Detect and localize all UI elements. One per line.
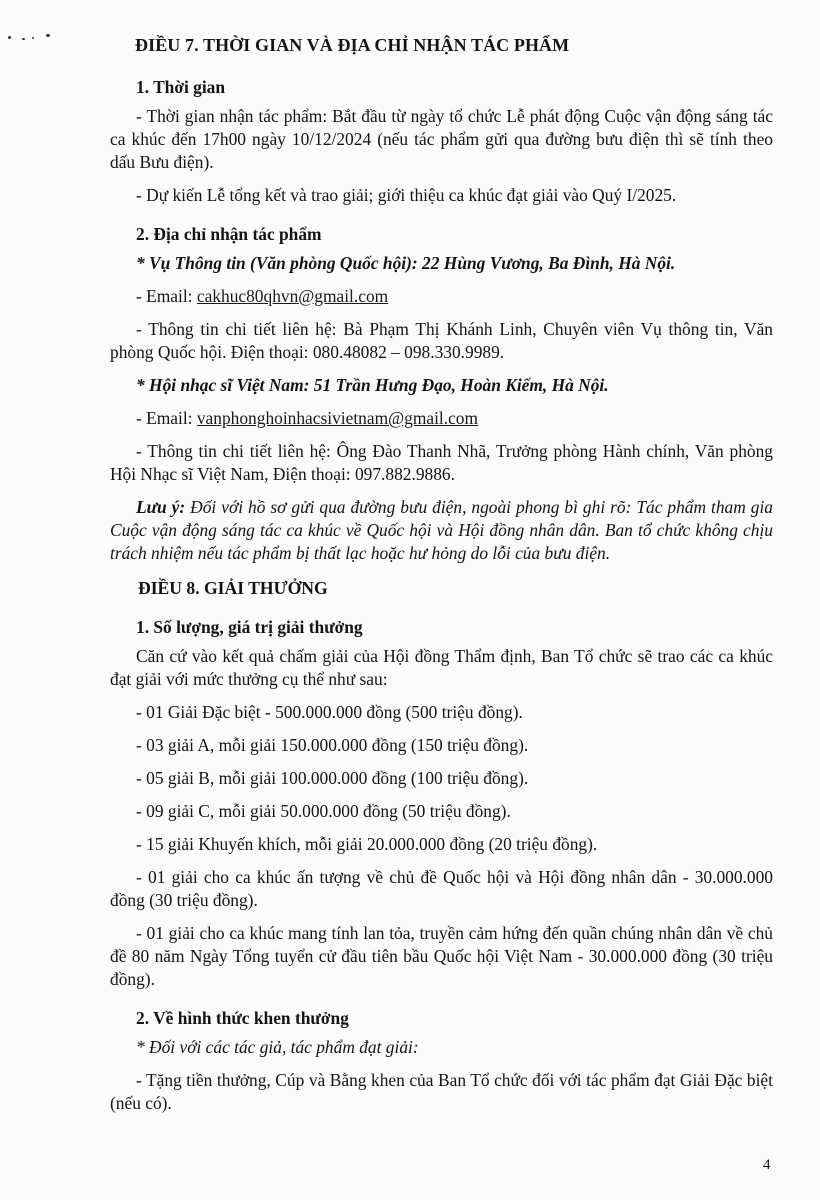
- paragraph-submission-time: - Thời gian nhận tác phẩm: Bắt đầu từ ngày tổ chức Lễ phát động Cuộc vận động sáng tác ca khúc đến 17h00 ngày 10/12/2024 (nếu tác phẩm gửi qua đường bưu điện thì sẽ tính theo dấu Bưu điện).: [110, 106, 773, 172]
- prize-item: - 01 Giải Đặc biệt - 500.000.000 đồng (500 triệu đồng).: [136, 702, 523, 722]
- section-time-heading: 1. Thời gian: [136, 77, 226, 97]
- prize-item: - 01 giải cho ca khúc mang tính lan tỏa, truyền cảm hứng đến quần chúng nhân dân về chủ đề 80 năm Ngày Tổng tuyển cử đầu tiên bầu Quốc hội Việt Nam - 30.000.000 đồng (30 triệu đồng).: [110, 923, 773, 989]
- section-award-form-heading: 2. Về hình thức khen thưởng: [136, 1008, 349, 1028]
- email-line-1: [110, 285, 773, 308]
- note-label: Lưu ý:: [136, 497, 186, 517]
- email-label: - Email:: [136, 286, 197, 306]
- paragraph-ceremony-time: - Dự kiến Lễ tổng kết và trao giải; giới thiệu ca khúc đạt giải vào Quý I/2025.: [136, 185, 677, 205]
- page-number: 4: [763, 1157, 771, 1173]
- contact-info-1: - Thông tin chi tiết liên hệ: Bà Phạm Thị Khánh Linh, Chuyên viên Vụ thông tin, Văn phòng Quốc hội. Điện thoại: 080.48082 – 098.330.9989.: [110, 319, 773, 362]
- contact-info-2: - Thông tin chi tiết liên hệ: Ông Đào Thanh Nhã, Trưởng phòng Hành chính, Văn phòng Hội Nhạc sĩ Việt Nam, Điện thoại: 097.882.9886.: [110, 441, 773, 484]
- address-musicians-association: * Hội nhạc sĩ Việt Nam: 51 Trần Hưng Đạo, Hoàn Kiếm, Hà Nội.: [136, 375, 609, 395]
- address-national-assembly: * Vụ Thông tin (Văn phòng Quốc hội): 22 Hùng Vương, Ba Đình, Hà Nội.: [136, 253, 676, 273]
- note-paragraph: [110, 496, 773, 565]
- prize-intro: Căn cứ vào kết quả chấm giải của Hội đồng Thẩm định, Ban Tổ chức sẽ trao các ca khúc đạt giải với mức thưởng cụ thể như sau:: [110, 646, 773, 689]
- note-text: Đối với hồ sơ gửi qua đường bưu điện, ngoài phong bì ghi rõ: Tác phẩm tham gia Cuộc vận động sáng tác ca khúc về Quốc hội và Hội đồng nhân dân. Ban tổ chức không chịu trách nhiệm nếu tác phẩm bị thất lạc hoặc hư hỏng do lỗi của bưu điện.: [110, 497, 773, 563]
- email-line-2: [110, 407, 773, 430]
- article-7-heading: ĐIỀU 7. THỜI GIAN VÀ ĐỊA CHỈ NHẬN TÁC PHẨM: [135, 35, 570, 55]
- section-prize-value-heading: 1. Số lượng, giá trị giải thưởng: [136, 617, 363, 637]
- document-body: [110, 34, 773, 1115]
- email-link-1[interactable]: cakhuc80qhvn@gmail.com: [196, 286, 389, 306]
- article-8-heading: ĐIỀU 8. GIẢI THƯỞNG: [138, 578, 328, 598]
- prize-item: - 09 giải C, mỗi giải 50.000.000 đồng (50 triệu đồng).: [136, 801, 511, 821]
- prize-item: - 15 giải Khuyến khích, mỗi giải 20.000.000 đồng (20 triệu đồng).: [136, 834, 598, 854]
- prize-item: - 05 giải B, mỗi giải 100.000.000 đồng (100 triệu đồng).: [136, 768, 529, 788]
- section-address-heading: 2. Địa chỉ nhận tác phẩm: [136, 224, 322, 244]
- prize-item: - 03 giải A, mỗi giải 150.000.000 đồng (150 triệu đồng).: [136, 735, 529, 755]
- scan-specks: [6, 30, 66, 44]
- prize-item: - 01 giải cho ca khúc ấn tượng về chủ đề Quốc hội và Hội đồng nhân dân - 30.000.000 đồng (30 triệu đồng).: [110, 867, 773, 910]
- award-paragraph: - Tặng tiền thưởng, Cúp và Bằng khen của Ban Tổ chức đối với tác phẩm đạt Giải Đặc biệt (nếu có).: [110, 1070, 773, 1113]
- email-link-2[interactable]: vanphonghoinhacsivietnam@gmail.com: [196, 408, 479, 428]
- email-label: - Email:: [136, 408, 197, 428]
- award-subheading: * Đối với các tác giả, tác phẩm đạt giải:: [136, 1037, 419, 1057]
